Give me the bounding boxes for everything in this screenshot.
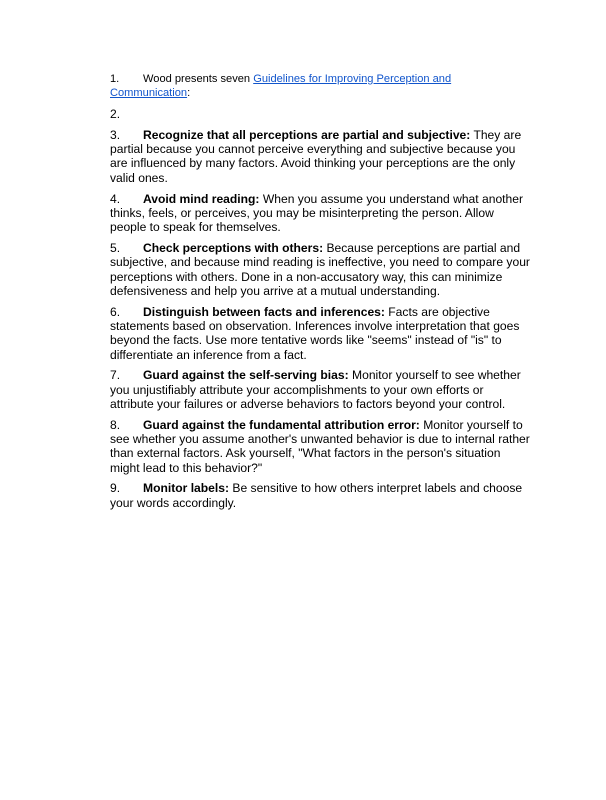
item-number: 5. [110, 240, 121, 255]
list-item-9 [110, 481, 530, 510]
item-heading: Avoid mind reading: [143, 191, 260, 206]
item-number: 9. [110, 481, 121, 496]
item-heading: Guard against the self-serving bias: [143, 368, 349, 383]
item-heading: Distinguish between facts and inferences: [143, 304, 385, 319]
list-item-3 [110, 128, 530, 185]
item-number: 2. [110, 107, 121, 122]
item-number: 3. [110, 127, 121, 142]
list-item-2 [110, 107, 530, 121]
list-item-8 [110, 418, 530, 475]
item-heading: Recognize that all perceptions are partial and subjective: [143, 127, 471, 142]
item-text: Wood presents seven [143, 73, 254, 85]
item-heading: Monitor labels: [143, 481, 230, 496]
guidelines-link[interactable]: Guidelines for Improving Perception and Communication [110, 73, 452, 100]
list-item-5 [110, 241, 530, 298]
item-heading: Check perceptions with others: [143, 240, 324, 255]
item-number: 7. [110, 368, 121, 383]
item-number: 1. [110, 73, 120, 85]
item-heading: Guard against the fundamental attribution error: [143, 417, 420, 432]
item-number: 6. [110, 304, 121, 319]
item-number: 8. [110, 417, 121, 432]
list-item-7 [110, 368, 530, 411]
list-item-4 [110, 192, 530, 235]
list-item-1 [110, 72, 530, 101]
list-item-6 [110, 305, 530, 362]
document-page [110, 72, 530, 517]
item-body: When you assume you understand what another thinks, feels, or perceives, you may be misinterpreting the person. Allow people to speak for themselves. [110, 191, 524, 235]
item-body: They are partial because you cannot perceive everything and subjective because you are influenced by many factors. Avoid thinking your perceptions are the only valid ones. [110, 127, 522, 185]
item-number: 4. [110, 191, 121, 206]
item-body: Be sensitive to how others interpret labels and choose your words accordingly. [110, 481, 523, 510]
item-body: Facts are objective statements based on observation. Inferences involve interpretation that goes beyond the facts. Use more tentative words like "seems" instead of "is" to differentiate an inference from a fact. [110, 304, 520, 362]
item-body: Monitor yourself to see whether you assume another's unwanted behavior is due to internal rather than external factors. Ask yourself, "What factors in the person's situation might lead to this behavior?" [110, 417, 530, 475]
item-body: Because perceptions are partial and subjective, and because mind reading is ineffective, you need to compare your perceptions with others. Done in a non-accusatory way, this can minimize defensiveness and help you arrive at a mutual understanding. [110, 240, 530, 298]
item-text-suffix: : [187, 87, 191, 100]
item-body: Monitor yourself to see whether you unjustifiably attribute your accomplishments to your own efforts or attribute your failures or adverse behaviors to factors beyond your control. [110, 368, 521, 411]
